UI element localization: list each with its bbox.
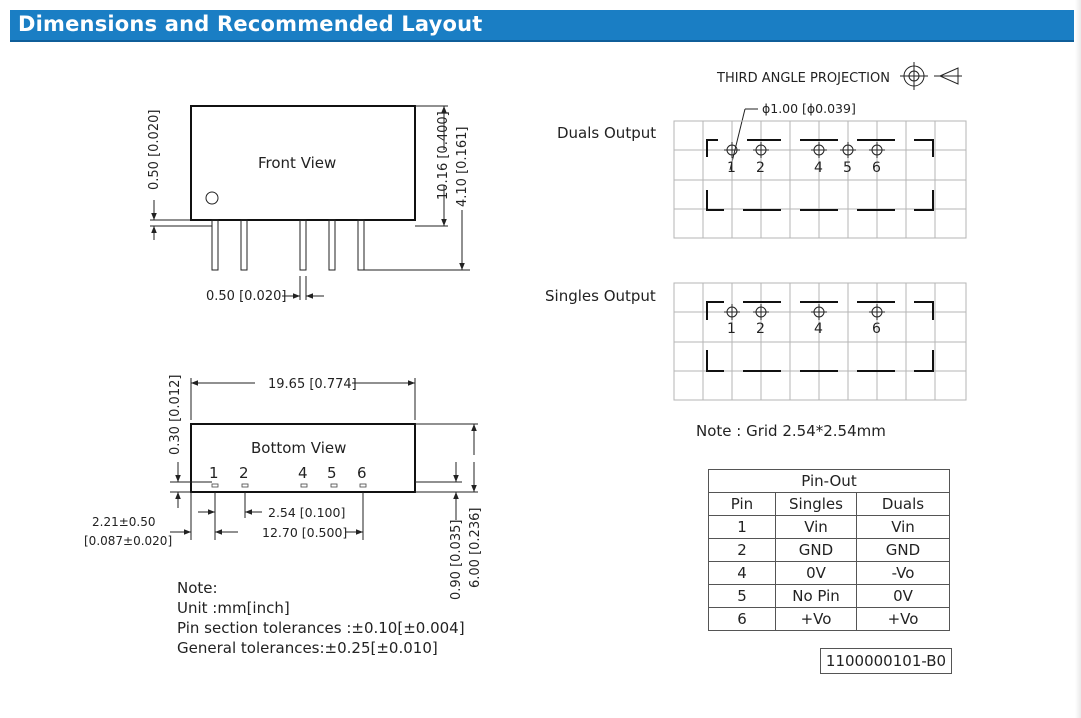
pinout-cell: 4 xyxy=(709,562,776,585)
section-title: Dimensions and Recommended Layout xyxy=(18,12,483,36)
bottom-pin-label: 6 xyxy=(357,464,367,482)
bottom-dim-pin-row: 0.90 [0.035] xyxy=(449,519,464,600)
table-row xyxy=(709,608,950,631)
note-line: General tolerances:±0.25[±0.010] xyxy=(177,639,438,657)
pinout-cell: 5 xyxy=(709,585,776,608)
projection-label: THIRD ANGLE PROJECTION xyxy=(717,71,890,86)
bottom-dim-depth: 6.00 [0.236] xyxy=(468,507,483,588)
front-dim-pin-width: 0.50 [0.020] xyxy=(206,289,287,304)
pinout-cell: +Vo xyxy=(776,608,857,631)
bottom-pin-label: 1 xyxy=(209,464,219,482)
note-line: Pin section tolerances :±0.10[±0.004] xyxy=(177,619,465,637)
duals-pin-label: 6 xyxy=(872,160,881,176)
front-dim-pin-length: 4.10 [0.161] xyxy=(455,126,470,207)
part-number: 1100000101-B0 xyxy=(820,648,952,674)
pinout-cell: GND xyxy=(776,539,857,562)
singles-pin-label: 2 xyxy=(756,321,765,337)
singles-output-label: Singles Output xyxy=(545,287,656,305)
table-row xyxy=(709,539,950,562)
table-row xyxy=(709,562,950,585)
bottom-pin-label: 5 xyxy=(327,464,337,482)
pinout-header: Singles xyxy=(776,493,857,516)
front-dim-top-left: 0.50 [0.020] xyxy=(147,109,162,190)
pinout-cell: 0V xyxy=(857,585,950,608)
duals-pin-label: 2 xyxy=(756,160,765,176)
table-row xyxy=(709,585,950,608)
table-row xyxy=(709,516,950,539)
hole-size-label: ϕ1.00 [ϕ0.039] xyxy=(762,101,856,116)
pinout-table xyxy=(708,469,950,631)
duals-output-label: Duals Output xyxy=(557,124,657,142)
general-notes xyxy=(177,578,465,658)
pinout-cell: +Vo xyxy=(857,608,950,631)
bottom-dim-edge-2: [0.087±0.020] xyxy=(84,534,173,548)
grid-note: Note : Grid 2.54*2.54mm xyxy=(696,422,886,440)
pinout-cell: Vin xyxy=(857,516,950,539)
pinout-cell: 2 xyxy=(709,539,776,562)
bottom-pin-label: 2 xyxy=(239,464,249,482)
bottom-dim-top: 0.30 [0.012] xyxy=(168,374,183,455)
projection-symbol-icon xyxy=(900,62,962,90)
duals-pin-label: 1 xyxy=(727,160,736,176)
pinout-cell: Vin xyxy=(776,516,857,539)
pinout-cell: 0V xyxy=(776,562,857,585)
notes-title: Note: xyxy=(177,579,218,597)
pinout-cell: GND xyxy=(857,539,950,562)
duals-pin-label: 4 xyxy=(814,160,823,176)
front-view xyxy=(150,106,470,300)
pinout-header: Duals xyxy=(857,493,950,516)
bottom-dim-width: 19.65 [0.774] xyxy=(268,377,357,392)
singles-pin-label: 4 xyxy=(814,321,823,337)
singles-grid xyxy=(674,283,966,400)
pinout-cell: 1 xyxy=(709,516,776,539)
bottom-dim-edge-1: 2.21±0.50 xyxy=(92,515,156,529)
singles-pin-label: 6 xyxy=(872,321,881,337)
pinout-caption: Pin-Out xyxy=(709,470,950,493)
note-line: Unit :mm[inch] xyxy=(177,599,290,617)
pinout-cell: 6 xyxy=(709,608,776,631)
duals-pin-label: 5 xyxy=(843,160,852,176)
front-dim-height: 10.16 [0.400] xyxy=(436,111,451,200)
singles-pin-label: 1 xyxy=(727,321,736,337)
bottom-pin-label: 4 xyxy=(298,464,308,482)
pinout-cell: No Pin xyxy=(776,585,857,608)
bottom-dim-pitch: 2.54 [0.100] xyxy=(268,505,346,520)
duals-grid xyxy=(674,121,966,238)
bottom-view-label: Bottom View xyxy=(251,439,347,457)
bottom-dim-span: 12.70 [0.500] xyxy=(262,525,348,540)
pinout-header: Pin xyxy=(709,493,776,516)
pinout-cell: -Vo xyxy=(857,562,950,585)
front-view-label: Front View xyxy=(258,154,337,172)
